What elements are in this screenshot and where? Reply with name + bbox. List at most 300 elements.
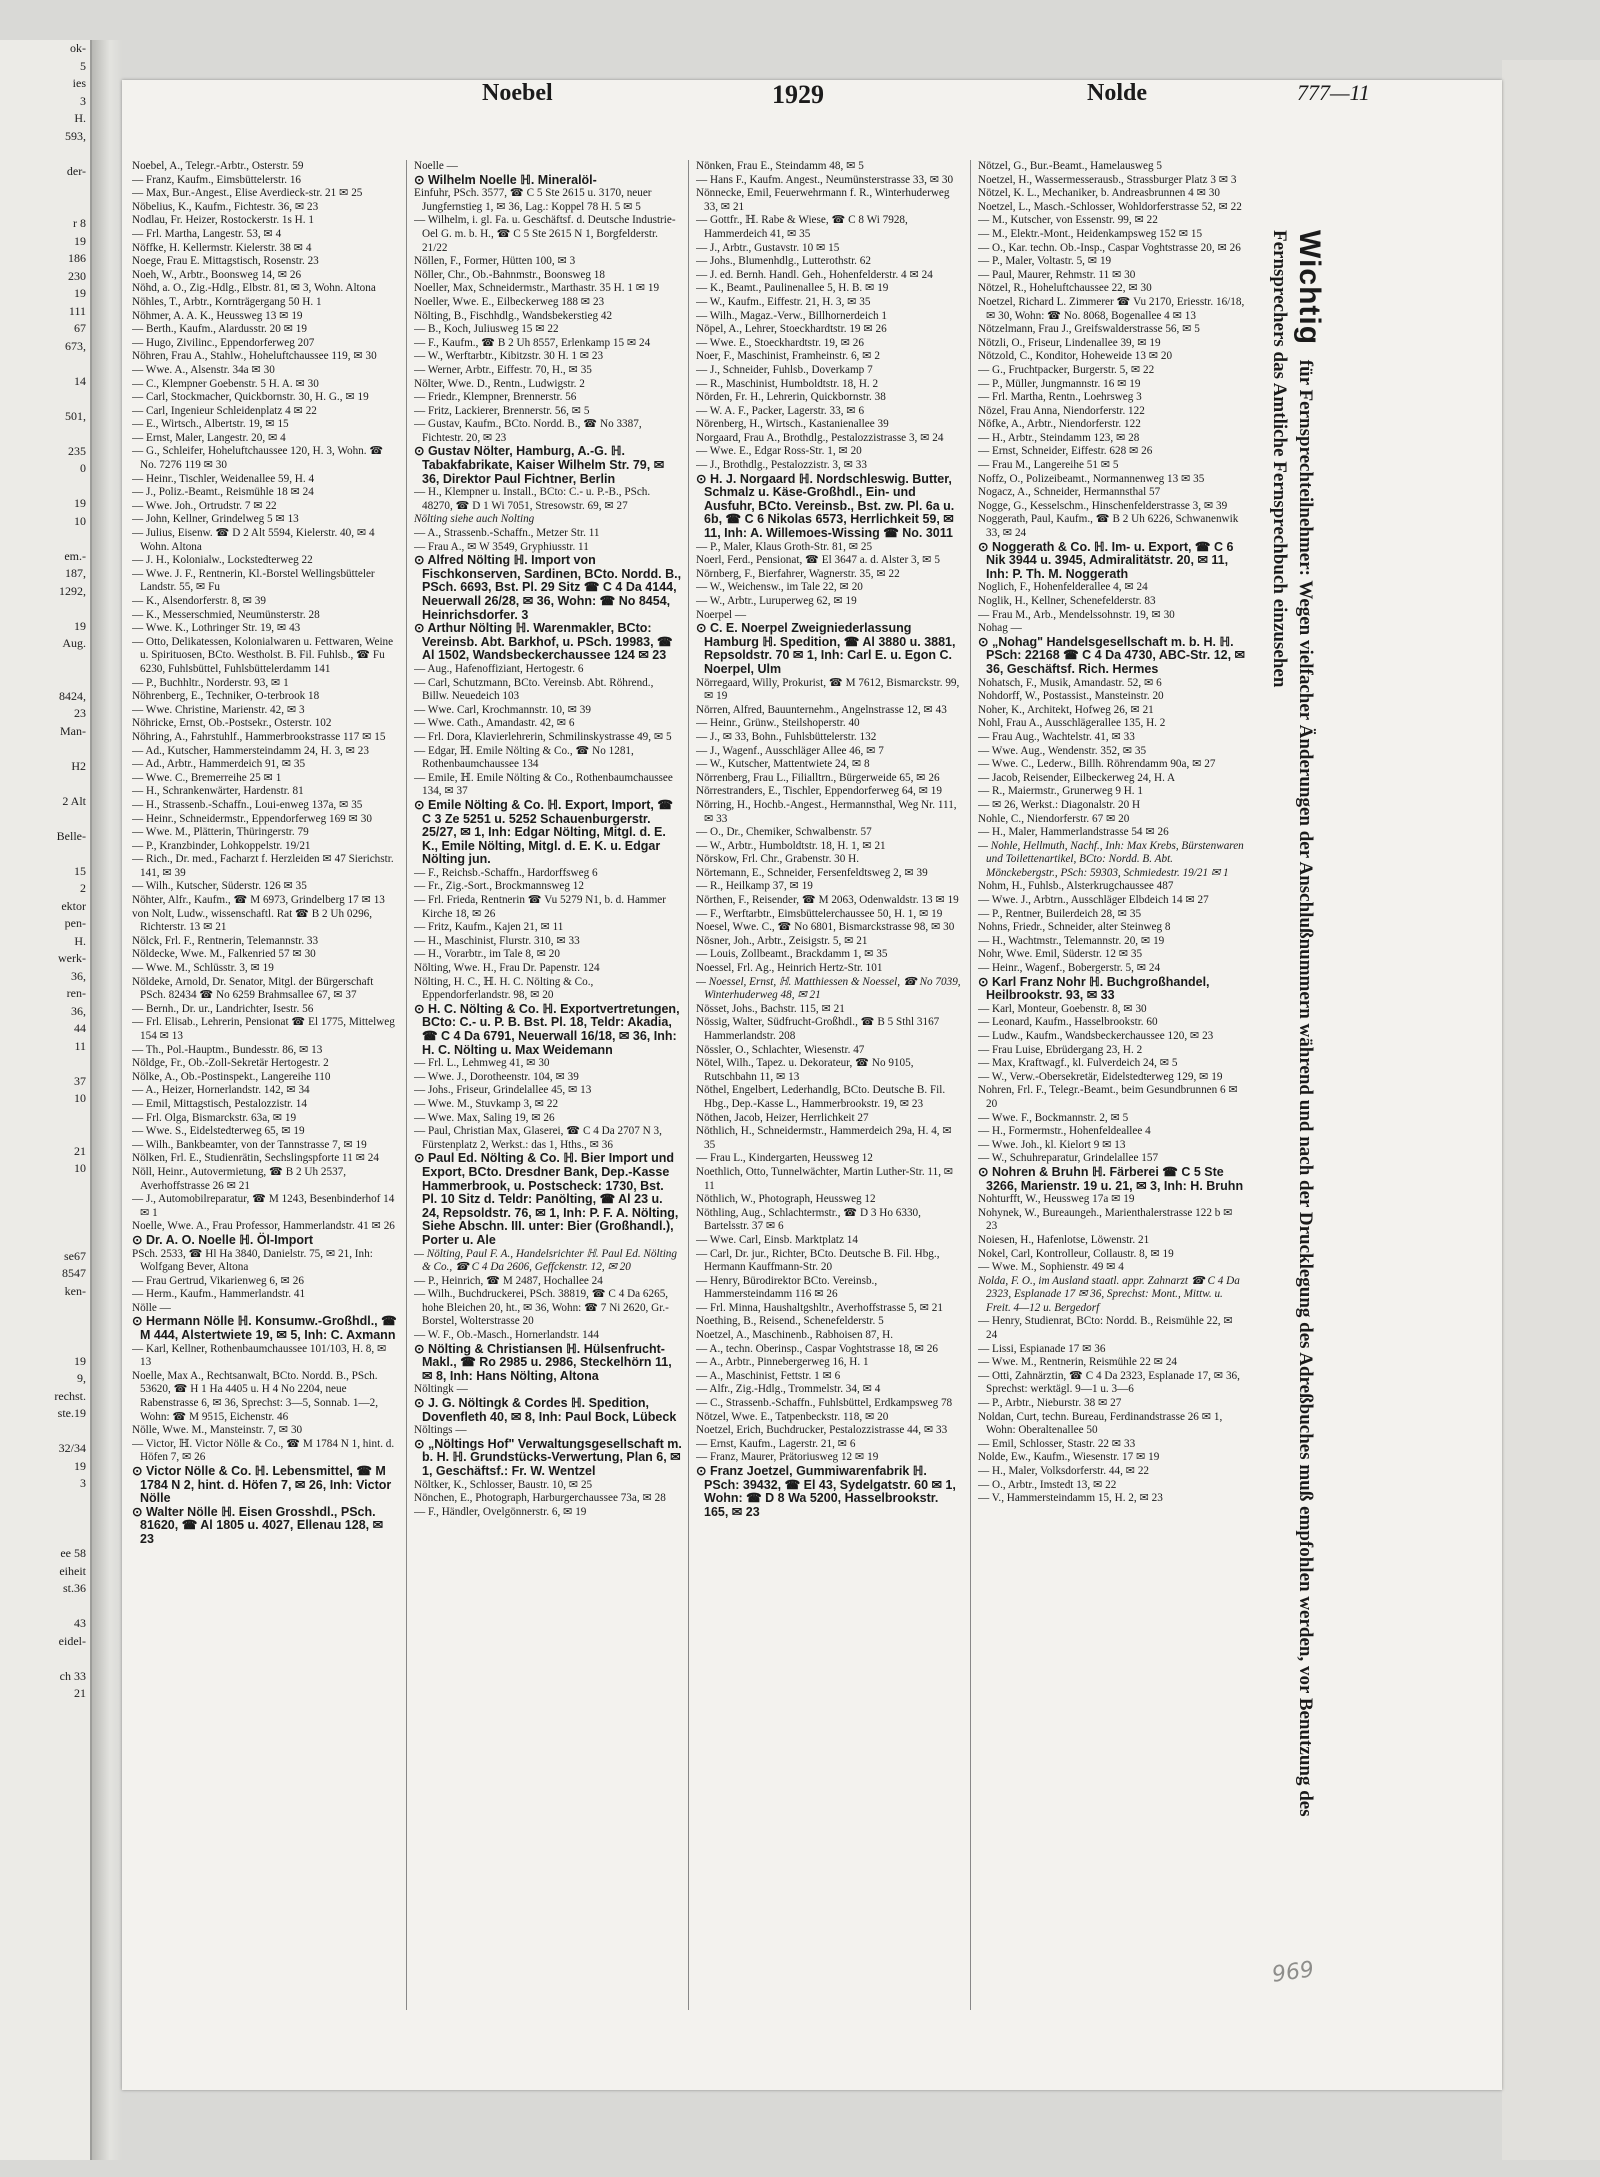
directory-entry: — Wwe. F., Bockmannstr. 2, ✉ 5 (978, 1111, 1129, 1124)
previous-page-fragment (0, 1108, 90, 1126)
directory-entry: — R., Heilkamp 37, ✉ 19 (696, 880, 813, 893)
header-page-number: 777—11 (1297, 80, 1370, 105)
directory-entry: von Nolt, Ludw., wissenschaftl. Rat ☎ B 2 Uh 0296, Richterstr. 13 ✉ 21 (132, 907, 373, 934)
firm-entry: ⊙ „Nöltings Hof" Verwaltungsgesellschaft m. b. H. ℍ. Grundstücks-Verwertung, Plan 6, ✉ 1, Geschäftsf.: Fr. W. Wentzel (414, 1436, 682, 1478)
previous-page-fragment: 10 (74, 513, 86, 528)
directory-entry: — Frl. L., Lehmweg 41, ✉ 30 (414, 1057, 550, 1070)
directory-entry: Nötzold, C., Konditor, Hoheweide 13 ✉ 20 (978, 350, 1173, 363)
previous-page-fragment (0, 530, 90, 548)
directory-entry: Nötel, Wilh., Tapez. u. Dekorateur, ☎ No 9105, Rutschbahn 11, ✉ 13 (696, 1057, 914, 1083)
directory-entry: Noelle, Wwe. A., Frau Professor, Hammerlandstr. 41 ✉ 26 (132, 1220, 395, 1233)
directory-entry: Noelle — (414, 160, 458, 172)
previous-page-fragment: 67 (74, 321, 86, 335)
directory-entry: — J., Poliz.-Beamt., Reismühle 18 ✉ 24 (132, 486, 314, 499)
directory-entry: — Hans F., Kaufm. Angest., Neumünsterstrasse 33, ✉ 30 (696, 173, 954, 186)
previous-page-fragment (0, 1510, 90, 1528)
directory-entry: — K., Beamt., Paulinenallee 5, H. B. ✉ 19 (696, 282, 889, 295)
previous-page-fragment: 19 (74, 1458, 86, 1473)
directory-entry: — Wilh., Kutscher, Süderstr. 126 ✉ 35 (132, 880, 307, 893)
directory-entry: Nöthel, Engelbert, Lederhandlg, BCto. Deutsche B. Fil. Hbg., Dep.-Kasse L., Hammerbrookstr. 19, ✉ 23 (696, 1084, 946, 1110)
directory-entry: — Wwe. Carl, Einsb. Marktplatz 14 (696, 1233, 858, 1246)
directory-entry: — J., Automobilreparatur, ☎ M 1243, Besenbinderhof 14 ✉ 1 (132, 1193, 395, 1219)
directory-entry: — Jacob, Reisender, Eilbeckerweg 24, H. A (978, 771, 1176, 784)
directory-entry: Noeller, Max, Schneidermstr., Marthastr. 35 H. 1 ✉ 19 (414, 282, 660, 295)
directory-entry: — Frau Gertrud, Vikarienweg 6, ✉ 26 (132, 1274, 304, 1287)
previous-page-fragment: 5 (80, 58, 86, 73)
directory-entry: — Rich., Dr. med., Facharzt f. Herzleiden ✉ 47 Sierichstr. 141, ✉ 39 (132, 853, 394, 879)
previous-page-fragment: 230 (68, 268, 86, 283)
directory-entry: — Wwe. Joh., Ortrudstr. 7 ✉ 22 (132, 499, 277, 512)
directory-entry: — Aug., Hafenoffiziant, Hertogestr. 6 (414, 662, 584, 675)
directory-entry: Nötzel, R., Hoheluftchaussee 22, ✉ 30 (978, 282, 1152, 295)
directory-entry: — B., Koch, Juliusweg 15 ✉ 22 (414, 323, 559, 336)
directory-entry: — F., Reichsb.-Schaffn., Hardorffsweg 6 (414, 866, 598, 879)
directory-entry: — H., Maler, Hammerlandstrasse 54 ✉ 26 (978, 826, 1169, 839)
directory-entry: — W., Verw.-Obersekretär, Eidelstedterweg 129, ✉ 19 (978, 1070, 1223, 1083)
firm-entry: ⊙ Franz Joetzel, Gummiwarenfabrik ℍ. PSch: 39432, ☎ El 43, Sydelgatstr. 60 ✉ 1, Wohn: ☎ D 8 Wa 5200, Hasselbrookstr. 165, ✉ 23 (696, 1464, 956, 1519)
directory-entry: — H., Formermstr., Hohenfeldeallee 4 (978, 1125, 1151, 1138)
directory-entry: — J., Wagenf., Ausschläger Allee 46, ✉ 7 (696, 744, 884, 757)
directory-entry: — O., Kar. techn. Ob.-Insp., Caspar Voghtstrasse 20, ✉ 26 (978, 241, 1241, 254)
directory-entry: Noetzel, H., Wassermesserausb., Strassburger Platz 3 ✉ 3 (978, 173, 1237, 186)
directory-entry: Nohren, Frl. F., Telegr.-Beamt., beim Gesundbrunnen 6 ✉ 20 (978, 1084, 1238, 1110)
directory-entry: — M., Elektr.-Mont., Heidenkampsweg 152 ✉ 15 (978, 227, 1203, 240)
page-gutter (92, 40, 122, 2160)
directory-entry: Nöhrenberg, E., Techniker, O-terbrook 18 (132, 690, 320, 703)
directory-entry: — Friedr., Klempner, Brennerstr. 56 (414, 391, 577, 404)
directory-entry: — C., Klempner Goebenstr. 5 H. A. ✉ 30 (132, 377, 319, 390)
previous-page-fragment: 19 (74, 496, 86, 510)
directory-entry: — Emil, Mittagstisch, Pestalozzistr. 14 (132, 1097, 307, 1110)
firm-entry: ⊙ Walter Nölle ℍ. Eisen Grosshdl., PSch. 81620, ☎ Al 1805 u. 4027, Ellenau 128, ✉ 23 (132, 1504, 384, 1546)
previous-page-fragment: 1292, (59, 583, 86, 598)
directory-entry: Nöldecke, Wwe. M., Falkenried 57 ✉ 30 (132, 948, 316, 961)
firm-entry: ⊙ „Nohag" Handelsgesellschaft m. b. H. ℍ. PSch: 22168 ☎ C 4 Da 4730, ABC-Str. 12, ✉ 36, Geschäftsf. Rich. Hermes (978, 634, 1246, 676)
directory-entry: — Wwe. Cath., Amandastr. 42, ✉ 6 (414, 717, 575, 730)
directory-entry: — E., Wirtsch., Albertstr. 19, ✉ 15 (132, 418, 289, 431)
directory-entry: Nolde, Ew., Kaufm., Wiesenstr. 17 ✉ 19 (978, 1451, 1160, 1464)
previous-page-fragment: 673, (65, 338, 86, 353)
previous-page-fragment: 187, (65, 566, 86, 580)
directory-entry: — Julius, Eisenw. ☎ D 2 Alt 5594, Kielerstr. 40, ✉ 4 Wohn. Altona (132, 527, 375, 553)
directory-entry: — Bernh., Dr. ur., Landrichter, Isestr. 56 (132, 1002, 314, 1015)
previous-page-strip (0, 40, 92, 2160)
directory-entry: Nöldge, Fr., Ob.-Zoll-Sekretär Hertogestr. 2 (132, 1057, 329, 1070)
directory-entry: — R., Maschinist, Humboldtstr. 18, H. 2 (696, 377, 879, 390)
directory-entry: — H., Schrankenwärter, Hardenstr. 81 (132, 785, 304, 798)
directory-entry: — Ad., Arbtr., Hammerdeich 91, ✉ 35 (132, 758, 306, 771)
directory-entry: — Wwe. J., Dorotheenstr. 104, ✉ 39 (414, 1070, 579, 1083)
directory-entry: — W., Werftarbtr., Kibitzstr. 30 H. 1 ✉ 23 (414, 350, 604, 363)
directory-entry: — W. A. F., Packer, Lagerstr. 33, ✉ 6 (696, 404, 865, 417)
previous-page-fragment: 11 (74, 1038, 86, 1053)
previous-page-fragment: 36, (71, 1003, 86, 1018)
directory-entry: — W. F., Ob.-Masch., Hornerlandstr. 144 (414, 1329, 599, 1342)
directory-entry: Nöltings — (414, 1424, 467, 1437)
directory-entry: — J., ✉ 33, Bohn., Fuhlsbüttelerstr. 132 (696, 730, 877, 743)
entries-column-3 (696, 160, 964, 2020)
previous-page-fragment (0, 1335, 90, 1353)
directory-entry: — Nohle, Hellmuth, Nachf., Inh: Max Krebs, Bürstenwaren und Toilettenartikel, BCto: Nordd. B. Abt. Mönckebergstr., PSch: 59303, Schmiedestr. 19/21 ✉ 1 (978, 839, 1244, 879)
directory-entry: Noethlich, Otto, Tunnelwächter, Martin Luther-Str. 11, ✉ 11 (696, 1165, 954, 1192)
firm-entry: ⊙ H. C. Nölting & Co. ℍ. Exportvertretungen, BCto: C.- u. P. B. Bst. Pl. 18, Teldr: Akadia, ☎ C 4 Da 6791, Neuerwall 16/18, ✉ 36, Inh: H. C. Nölting u. Max Weidemann (414, 1001, 680, 1057)
directory-entry: — G., Schleifer, Hoheluftchaussee 120, H. 3, Wohn. ☎ No. 7276 119 ✉ 30 (132, 445, 384, 472)
directory-entry: Nötzli, O., Friseur, Lindenallee 39, ✉ 19 (978, 336, 1161, 349)
directory-entry: Nönnecke, Emil, Feuerwehrmann f. R., Winterhuderweg 33, ✉ 21 (696, 187, 950, 213)
directory-entry: — Wwe. C., Lederw., Billh. Röhrendamm 90a, ✉ 27 (978, 758, 1216, 771)
previous-page-fragment: 37 (74, 1073, 86, 1088)
directory-entry: Nogacz, A., Schneider, Hermannsthal 57 (978, 486, 1161, 499)
directory-entry: — P., Maler, Klaus Groth-Str. 81, ✉ 25 (696, 540, 873, 553)
directory-entry: Nösner, Joh., Arbtr., Zeisigstr. 5, ✉ 21 (696, 934, 868, 947)
directory-entry: Nölting siehe auch Nolting (414, 513, 535, 526)
directory-entry: — J., Schneider, Fuhlsb., Doverkamp 7 (696, 363, 873, 376)
directory-entry: — Wwe. Christine, Marienstr. 42, ✉ 3 (132, 703, 305, 716)
firm-entry: ⊙ Karl Franz Nohr ℍ. Buchgroßhandel, Heilbrookstr. 93, ✉ 33 (978, 974, 1210, 1003)
directory-entry: — Werner, Arbtr., Eiffestr. 70, H., ✉ 35 (414, 363, 592, 376)
directory-entry: — Otto, Delikatessen, Kolonialwaren u. Fettwaren, Weine u. Spirituosen, BCto. Westholst. B. Fil. Fuhlsb., ☎ Fu 6230, Fuhlsbüttel, Fuhlsbüttelerdamm 141 (132, 635, 394, 675)
directory-entry: — A., Maschinist, Fettstr. 1 ✉ 6 (696, 1369, 841, 1382)
directory-entry: Nönchen, E., Photograph, Harburgerchaussee 73a, ✉ 28 (414, 1492, 666, 1505)
directory-entry: Nötzel, K. L., Mechaniker, b. Andreasbrunnen 4 ✉ 30 (978, 187, 1220, 200)
previous-page-fragment: 19 (74, 286, 86, 300)
directory-entry: Noetzel, Erich, Buchdrucker, Pestalozzistrasse 44, ✉ 33 (696, 1424, 948, 1437)
directory-entry: Nohle, C., Niendorferstr. 67 ✉ 20 (978, 812, 1130, 825)
directory-entry: — V., Hammersteindamm 15, H. 2, ✉ 23 (978, 1492, 1163, 1505)
previous-page-fragment: ektor (61, 898, 86, 913)
directory-entry: — Emile, ℍ. Emile Nölting & Co., Rothenbaumchaussee 134, ✉ 37 (414, 771, 673, 798)
directory-entry: PSch. 2533, ☎ Hl Ha 3840, Danielstr. 75, ✉ 21, Inh: Wolfgang Bever, Altona (132, 1247, 373, 1274)
directory-entry: Nöthlich, H., Schneidermstr., Hammerdeich 29a, H. 4, ✉ 35 (696, 1125, 952, 1151)
directory-entry: Noffz, O., Polizeibeamt., Normannenweg 13 ✉ 35 (978, 472, 1205, 485)
directory-entry: — Berth., Kaufm., Alardusstr. 20 ✉ 19 (132, 323, 307, 336)
previous-page-fragment: werk- (58, 951, 86, 965)
directory-entry: — Wwe. M., Stuvkamp 3, ✉ 22 (414, 1097, 559, 1110)
directory-entry: — Frl. Frieda, Rentnerin ☎ Vu 5279 N1, b. d. Hammer Kirche 18, ✉ 26 (414, 894, 667, 920)
previous-page-fragment: 8424, (59, 688, 86, 703)
previous-page-fragment (0, 478, 90, 496)
directory-entry: — Frl. Olga, Bismarckstr. 63a, ✉ 19 (132, 1111, 297, 1124)
directory-entry: Nörregaard, Willy, Prokurist, ☎ M 7612, Bismarckstr. 99, ✉ 19 (696, 676, 960, 703)
directory-entry: Nöllen, F., Former, Hütten 100, ✉ 3 (414, 255, 576, 268)
entries-column-1 (132, 160, 400, 2020)
directory-entry: Nözel, Frau Anna, Niendorferstr. 122 (978, 404, 1145, 417)
previous-page-fragment: der- (66, 163, 86, 178)
directory-entry: — Victor, ℍ. Victor Nölle & Co., ☎ M 1784 N 1, hint. d. Höfen 7, ✉ 26 (132, 1437, 395, 1464)
directory-entry: Nohr, Wwe. Emil, Süderstr. 12 ✉ 35 (978, 948, 1143, 961)
directory-entry: — Ernst, Maler, Langestr. 20, ✉ 4 (132, 431, 286, 444)
directory-entry: — Wwe. Joh., kl. Kielort 9 ✉ 13 (978, 1138, 1126, 1151)
directory-entry: — Emil, Schlosser, Stastr. 22 ✉ 33 (978, 1437, 1136, 1450)
directory-entry: — Karl, Kellner, Rothenbaumchaussee 101/103, H. 8, ✉ 13 (132, 1342, 387, 1369)
directory-entry: — ✉ 26, Werkst.: Diagonalstr. 20 H (978, 798, 1141, 811)
directory-entry: Noetzel, L., Masch.-Schlosser, Wohldorferstrasse 52, ✉ 22 (978, 200, 1242, 213)
directory-entry: — Johs., Blumenhdlg., Lutterothstr. 62 (696, 255, 871, 268)
previous-page-fragment: 501, (65, 408, 86, 423)
previous-page-fragment: ken- (64, 1283, 86, 1298)
directory-entry: Nörden, Fr. H., Lehrerin, Quickbornstr. 38 (696, 391, 886, 404)
directory-entry: Noelle, Max A., Rechtsanwalt, BCto. Nordd. B., PSch. 53620, ☎ H 1 Ha 4405 u. H 4 No 2204, neue Rabenstrasse 6, ✉ 36, Sprechst: 3—5, Sonnab. 1—2, Wohn: ☎ M 9515, Eichenstr. 46 (132, 1369, 379, 1423)
previous-page-fragment (0, 1125, 90, 1143)
directory-entry: — H., Arbtr., Steindamm 123, ✉ 28 (978, 431, 1140, 444)
previous-page-fragment: 32/34 (58, 1441, 86, 1455)
directory-entry: — Henry, Studienrat, BCto: Nordd. B., Reismühle 22, ✉ 24 (978, 1315, 1233, 1342)
previous-page-fragment: 19 (74, 1353, 86, 1368)
directory-entry: — Heinr., Tischler, Weidenallee 59, H. 4 (132, 472, 315, 485)
directory-entry: — Wwe. M., Sophienstr. 49 ✉ 4 (978, 1261, 1124, 1274)
directory-entry: Nölke, A., Ob.-Postinspekt., Langereihe 110 (132, 1070, 331, 1083)
previous-page-fragment: 14 (74, 373, 86, 388)
firm-entry: ⊙ Victor Nölle & Co. ℍ. Lebensmittel, ☎ M 1784 N 2, hint. d. Höfen 7, ✉ 26, Inh: Victor Nölle (132, 1464, 392, 1506)
directory-entry: — Th., Pol.-Hauptm., Bundesstr. 86, ✉ 13 (132, 1043, 323, 1056)
directory-entry: — H., Maler, Volksdorferstr. 44, ✉ 22 (978, 1465, 1150, 1477)
previous-page-fragment (0, 1055, 90, 1073)
directory-entry: — Wwe. C., Bremerreihe 25 ✉ 1 (132, 771, 282, 784)
directory-entry: — H., Maschinist, Flurstr. 310, ✉ 33 (414, 934, 580, 947)
previous-page-fragment (0, 653, 90, 671)
directory-entry: — Carl, Dr. jur., Richter, BCto. Deutsche B. Fil. Hbg., Hermann Kauffmann-Str. 20 (696, 1247, 940, 1274)
directory-entry: — A., techn. Oberinsp., Caspar Voghtstrasse 18, ✉ 26 (696, 1342, 939, 1355)
previous-page-fragment: ies (72, 76, 86, 90)
directory-entry: — Frau Luise, Ebrüdergang 23, H. 2 (978, 1043, 1143, 1056)
directory-entry: — Wwe. M., Schlüsstr. 3, ✉ 19 (132, 962, 274, 975)
directory-entry: Nöpel, A., Lehrer, Stoeckhardtstr. 19 ✉ 26 (696, 323, 887, 336)
previous-page-fragment: pen- (64, 916, 86, 930)
directory-entry: Nölle — (132, 1301, 171, 1314)
directory-entry: — Wilh., Buchdruckerei, PSch. 38819, ☎ C 4 Da 6265, hohe Bleichen 20, ht., ✉ 36, Wohn: ☎ 7 Ni 2620, Gr.-Borstel, Wolterstrasse 20 (414, 1288, 669, 1328)
firm-entry: ⊙ Alfred Nölting ℍ. Import von Fischkonserven, Sardinen, BCto. Nordd. B., PSch. 6693, Bst. Pl. 29 Sitz ☎ C 4 Da 4144, Neuerwall 26/28, ✉ 36, Wohn: ☎ No 8454, Heinrichsdorfer. 3 (414, 553, 682, 622)
directory-entry: — G., Fruchtpacker, Burgerstr. 5, ✉ 22 (978, 363, 1155, 376)
directory-entry: — Frl. Elisab., Lehrerin, Pensionat ☎ El 1775, Mittelweg 154 ✉ 13 (132, 1016, 395, 1042)
directory-entry: — Franz, Kaufm., Eimsbüttelerstr. 16 (132, 173, 302, 186)
directory-entry: Nötzel, Wwe. E., Tatpenbeckstr. 118, ✉ 20 (696, 1410, 889, 1423)
directory-entry: — Edgar, ℍ. Emile Nölting & Co., ☎ No 1281, Rothenbaumchaussee 134 (414, 744, 634, 771)
directory-entry: Nohm, H., Fuhlsb., Alsterkrugchaussee 487 (978, 880, 1174, 893)
directory-entry: — J., Arbtr., Gustavstr. 10 ✉ 15 (696, 241, 840, 254)
previous-page-fragment (0, 1528, 90, 1546)
directory-entry: Nönken, Frau E., Steindamm 48, ✉ 5 (696, 160, 864, 172)
directory-entry: — W., Arbtr., Luruperweg 62, ✉ 19 (696, 595, 857, 607)
previous-page-fragment: 36, (71, 968, 86, 983)
directory-entry: — Wwe. M., Rentnerin, Reismühle 22 ✉ 24 (978, 1356, 1178, 1369)
directory-entry: Nötzel, G., Bur.-Beamt., Hamelausweg 5 (978, 160, 1162, 172)
directory-entry: Nöfke, A., Arbtr., Niendorferstr. 122 (978, 418, 1141, 431)
directory-entry: Nöltker, K., Schlosser, Baustr. 10, ✉ 25 (414, 1478, 593, 1491)
directory-entry: — P., Kranzbinder, Lohkoppelstr. 19/21 (132, 839, 311, 852)
firm-entry: ⊙ C. E. Noerpel Zweigniederlassung Hamburg ℍ. Spedition, ☎ Al 3880 u. 3881, Repsoldstr. 70 ✉ 1, Inh: Carl E. u. Egon C. Noerpel, Ulm (696, 621, 956, 676)
previous-page-fragment: 3 (80, 1476, 86, 1490)
directory-entry: Noetzel, A., Maschinenb., Rabhoisen 87, H. (696, 1329, 893, 1342)
directory-entry: Nösset, Johs., Bachstr. 115, ✉ 21 (696, 1002, 845, 1015)
previous-page-fragment: ste.19 (57, 1406, 86, 1420)
previous-page-fragment: 21 (74, 1686, 86, 1700)
directory-entry: Nöhren, Frau A., Stahlw., Hoheluftchaussee 119, ✉ 30 (132, 350, 377, 363)
directory-entry: Nölle, Wwe. M., Mansteinstr. 7, ✉ 30 (132, 1424, 303, 1437)
directory-entry: — Otti, Zahnärztin, ☎ C 4 Da 2323, Esplanade 17, ✉ 36, Sprechst: werktägl. 9—1 u. 3—6 (978, 1369, 1240, 1396)
firm-entry: ⊙ H. J. Norgaard ℍ. Nordschleswig. Butter, Schmalz u. Käse-Großhdl., Ein- und Ausfuhr, BCto. Vereinsb., Bst. zw. Pl. 6a u. 6b, ☎ C 6 Nikolas 6573, Herrlichkeit 59, ✉ 11, Inh: A. Willemoes-Wissing ☎ No. 3011 (696, 471, 955, 541)
directory-entry: — K., Messerschmied, Neumünsterstr. 28 (132, 608, 320, 621)
directory-entry: — A., Heizer, Hornerlandstr. 142, ✉ 34 (132, 1084, 310, 1097)
directory-entry: Noebel, A., Telegr.-Arbtr., Osterstr. 59 (132, 160, 304, 172)
previous-page-fragment: 10 (74, 1161, 86, 1175)
previous-page-fragment (0, 1178, 90, 1196)
directory-entry: — P., Müller, Jungmannstr. 16 ✉ 19 (978, 377, 1141, 390)
directory-entry: — K., Alsendorferstr. 8, ✉ 39 (132, 595, 266, 607)
column-divider (406, 160, 407, 2010)
directory-entry: Nöhter, Alfr., Kaufm., ☎ M 6973, Grindelberg 17 ✉ 13 (132, 894, 385, 907)
previous-page-fragment: 2 (80, 881, 86, 895)
previous-page-fragment (0, 1423, 90, 1441)
header-last-name: Nolde (1087, 80, 1147, 106)
directory-entry: — Wwe. Aug., Wendenstr. 352, ✉ 35 (978, 744, 1147, 757)
directory-entry: Nölken, Frl. E., Studienrätin, Sechslingspforte 11 ✉ 24 (132, 1152, 379, 1165)
directory-entry: Nörthen, F., Reisender, ☎ M 2063, Odenwaldstr. 13 ✉ 19 (696, 894, 959, 907)
directory-entry: — Frau L., Kindergarten, Heussweg 12 (696, 1152, 873, 1165)
directory-entry: — M., Kutscher, von Essenstr. 99, ✉ 22 (978, 214, 1158, 227)
previous-page-fragment: r 8 (73, 216, 86, 230)
directory-entry: — Frau M., Arb., Mendelssohnstr. 19, ✉ 30 (978, 608, 1175, 621)
directory-entry: — Herm., Kaufm., Hammerlandstr. 41 (132, 1288, 306, 1301)
previous-page-fragment: 111 (68, 303, 86, 318)
directory-entry: Nöller, Chr., Ob.-Bahnmstr., Boonsweg 18 (414, 268, 605, 281)
previous-page-fragment: 8547 (62, 1266, 86, 1280)
directory-entry: Noege, Frau E. Mittagstisch, Rosenstr. 23 (132, 255, 319, 268)
previous-page-fragment: H. (74, 111, 86, 125)
directory-entry: — Henry, Bürodirektor BCto. Vereinsb., Hammersteindamm 116 ✉ 26 (696, 1274, 878, 1301)
previous-page-fragment: 235 (68, 443, 86, 458)
firm-entry: ⊙ Nohren & Bruhn ℍ. Färberei ☎ C 5 Ste 3266, Marienstr. 19 u. 21, ✉ 3, Inh: H. Bruhn (978, 1164, 1244, 1193)
directory-entry: — A., Strassenb.-Schaffn., Metzer Str. 11 (414, 527, 600, 540)
column-divider (688, 160, 689, 2010)
previous-page-fragment (0, 1318, 90, 1336)
directory-entry: Noldan, Curt, techn. Bureau, Ferdinandstrasse 26 ✉ 1, Wohn: Oberaltenallee 50 (978, 1410, 1223, 1437)
directory-entry: — J. H., Kolonialw., Lockstedterweg 22 (132, 554, 313, 567)
directory-entry: Noggerath, Paul, Kaufm., ☎ B 2 Uh 6226, Schwanenwik 33, ✉ 24 (978, 513, 1239, 540)
directory-entry: — Wwe. E., Stoeckhardtstr. 19, ✉ 26 (696, 336, 864, 349)
previous-page-fragment: 186 (68, 251, 86, 265)
directory-entry: Nörenberg, H., Wirtsch., Kastanienallee 39 (696, 418, 889, 431)
previous-page-fragment: ee 58 (60, 1546, 86, 1560)
directory-entry: Nörrestranders, E., Tischler, Eppendorferweg 64, ✉ 19 (696, 785, 942, 798)
directory-entry: — Frau M., Langereihe 51 ✉ 5 (978, 459, 1119, 472)
directory-entry: — Gustav, Kaufm., BCto. Nordd. B., ☎ No 3387, Fichtestr. 20, ✉ 23 (414, 418, 642, 444)
directory-entry: — H., Klempner u. Install., BCto: C.- u. P.-B., PSch. 48270, ☎ D 1 Wi 7051, Stresowstr. 69, ✉ 27 (414, 486, 651, 512)
directory-entry: — J. ed. Bernh. Handl. Geh., Hohenfelderstr. 4 ✉ 24 (696, 268, 933, 281)
directory-entry: Noiesen, H., Hafenlotse, Löwenstr. 21 (978, 1233, 1150, 1246)
directory-entry: — Lissi, Espianade 17 ✉ 36 (978, 1342, 1106, 1355)
previous-page-fragment (0, 1493, 90, 1511)
previous-page-fragment: 19 (74, 618, 86, 633)
directory-entry: — Wilh., Magaz.-Verw., Billhornerdeich 1 (696, 309, 887, 322)
directory-entry: Noglik, H., Kellner, Schenefelderstr. 83 (978, 595, 1156, 607)
directory-entry: — Ernst, Schneider, Eiffestr. 628 ✉ 26 (978, 445, 1153, 458)
directory-entry: — W., Arbtr., Humboldtstr. 18, H. 1, ✉ 21 (696, 839, 886, 852)
previous-page-fragment: 10 (74, 1091, 86, 1105)
directory-entry: — Frau Aug., Wachtelstr. 41, ✉ 33 (978, 730, 1135, 743)
firm-entry: ⊙ Wilhelm Noelle ℍ. Mineralöl- (414, 172, 597, 187)
previous-page-fragment: Aug. (62, 636, 86, 650)
previous-page-fragment (0, 1300, 90, 1318)
important-notice-vertical (1252, 230, 1326, 1870)
previous-page-fragment: se67 (64, 1248, 86, 1263)
previous-page-fragment: 593, (65, 128, 86, 143)
directory-entry: — Carl, Stockmacher, Quickbornstr. 30, H. G., ✉ 19 (132, 391, 369, 404)
directory-entry: Nölting, Wwe. H., Frau Dr. Papenstr. 124 (414, 962, 600, 975)
pencil-mark: 969 (1270, 1957, 1316, 1988)
directory-entry: Noerpel — (696, 608, 747, 621)
directory-entry: Nöbelius, K., Kaufm., Fichtestr. 36, ✉ 23 (132, 200, 319, 213)
directory-entry: Nöhricke, Ernst, Ob.-Postsekr., Osterstr. 102 (132, 717, 332, 730)
directory-entry: Noglich, F., Hohenfelderallee 4, ✉ 24 (978, 581, 1148, 594)
directory-entry: Einfuhr, PSch. 3577, ☎ C 5 Ste 2615 u. 3170, neuer Jungfernstieg 1, ✉ 36, Lag.: Koppel 78 H. 5 ✉ 5 (414, 187, 652, 213)
directory-entry: Nöldeke, Arnold, Dr. Senator, Mitgl. der Bürgerschaft PSch. 82434 ☎ No 6259 Brahmsallee 67, ✉ 37 (132, 975, 374, 1002)
directory-entry: — Nölting, Paul F. A., Handelsrichter ℍ. Paul Ed. Nölting & Co., ☎ C 4 Da 2606, Geffckenstr. 12, ✉ 20 (414, 1247, 677, 1274)
directory-entry: — Frl. Minna, Haushaltgshltr., Averhoffstrasse 5, ✉ 21 (696, 1301, 943, 1314)
directory-entry: Nöthlich, W., Photograph, Heussweg 12 (696, 1193, 876, 1206)
directory-entry: — H., Wachtmstr., Telemannstr. 20, ✉ 19 (978, 934, 1165, 947)
directory-entry: — Max, Kraftwagf., kl. Fulverdeich 24, ✉ 5 (978, 1057, 1178, 1070)
directory-entry: — Wilh., Bankbeamter, von der Tannstrasse 7, ✉ 19 (132, 1138, 367, 1151)
directory-entry: — P., Maler, Voltastr. 5, ✉ 19 (978, 255, 1112, 268)
directory-entry: — A., Arbtr., Pinnebergerweg 16, H. 1 (696, 1356, 869, 1369)
directory-entry: — Alfr., Zig.-Hdlg., Trommelstr. 34, ✉ 4 (696, 1383, 881, 1396)
directory-entry: — Wwe. M., Plätterin, Thüringerstr. 79 (132, 826, 309, 839)
previous-page-fragment: Man- (60, 723, 86, 738)
directory-entry: — Wwe. Max, Saling 19, ✉ 26 (414, 1111, 555, 1124)
firm-entry: ⊙ Nölting & Christiansen ℍ. Hülsenfrucht-Makl., ☎ Ro 2985 u. 2986, Steckelhörn 11, ✉ 8, Inh: Hans Nölting, Altona (414, 1341, 672, 1383)
directory-entry: — Fr., Zig.-Sort., Brockmannsweg 12 (414, 880, 584, 893)
directory-entry: Nölting, H. C., ℍ. H. C. Nölting & Co., Eppendorferlandstr. 98, ✉ 20 (414, 975, 594, 1002)
directory-entry: — Frau A., ✉ W 3549, Gryphiusstr. 11 (414, 540, 589, 553)
directory-entry: — P., Rentner, Builerdeich 28, ✉ 35 (978, 907, 1142, 920)
previous-page-fragment: 2 Alt (62, 793, 86, 808)
previous-page-fragment (0, 1230, 90, 1248)
directory-entry: — Wwe. S., Eidelstedterweg 65, ✉ 19 (132, 1125, 305, 1138)
previous-page-fragment: st.36 (62, 1581, 86, 1595)
previous-page-fragment (0, 198, 90, 216)
directory-entry: — R., Maiermstr., Grunerweg 9 H. 1 (978, 785, 1143, 798)
entries-column-4 (978, 160, 1246, 2020)
directory-entry: — H., Strassenb.-Schaffn., Loui-enweg 137a, ✉ 35 (132, 798, 363, 811)
directory-entry: — Johs., Friseur, Grindelallee 45, ✉ 13 (414, 1084, 592, 1097)
directory-entry: Nörskow, Frl. Chr., Grabenstr. 30 H. (696, 853, 860, 866)
notice-title: Wichtig (1293, 230, 1326, 346)
directory-entry: Nohag — (978, 622, 1022, 635)
directory-entry: Nössler, O., Schlachter, Wiesenstr. 47 (696, 1043, 865, 1056)
directory-entry: Nohatsch, F., Musik, Amandastr. 52, ✉ 6 (978, 676, 1162, 689)
previous-page-fragment (0, 425, 90, 443)
directory-entry: Noesel, Wwe. C., ☎ No 6801, Bismarckstrasse 98, ✉ 30 (696, 921, 955, 934)
directory-entry: Nöthen, Jacob, Heizer, Herrlichkeit 27 (696, 1111, 869, 1124)
directory-entry: Nohdorff, W., Postassist., Mansteinstr. 20 (978, 690, 1164, 703)
directory-entry: Nölck, Frl. F., Rentnerin, Telemannstr. 33 (132, 934, 319, 947)
previous-page-fragment: ch 33 (59, 1668, 86, 1683)
directory-entry: Nörnberg, F., Bierfahrer, Wagnerstr. 35, ✉ 22 (696, 567, 900, 580)
previous-page-fragment: 9, (77, 1371, 86, 1385)
previous-page-fragment (0, 355, 90, 373)
directory-entry: — Wwe. A., Alsenstr. 34a ✉ 30 (132, 363, 275, 376)
previous-page-fragment (0, 775, 90, 793)
directory-entry: — W., Weichensw., im Tale 22, ✉ 20 (696, 581, 863, 594)
directory-entry: — Heinr., Grünw., Steilshoperstr. 40 (696, 717, 860, 730)
firm-entry: ⊙ Paul Ed. Nölting & Co. ℍ. Bier Import und Export, BCto. Dresdner Bank, Dep.-Kasse Hammerbrook, u. Postscheck: 1730, Bst. Pl. 10 Sitz d. Teldr: Panölting, ☎ Al 23 u. 24, Repsoldstr. 76, ✉ 1, Inh: P. F. A. Nölting, Siehe Abschn. III. unter: Bier (Großhandl.), Porter u. Ale (414, 1151, 679, 1247)
directory-entry: — W., Schuhreparatur, Grindelallee 157 (978, 1152, 1159, 1165)
previous-page-fragment: eiheit (59, 1563, 86, 1578)
previous-page-fragment (0, 670, 90, 688)
previous-page-fragment (0, 1650, 90, 1668)
directory-entry: Nolda, F. O., im Ausland staatl. appr. Zahnarzt ☎ C 4 Da 2323, Esplanade 17 ✉ 36, Sprechst: Mont., Mittw. u. Freit. 4—12 u. Bergedorf (978, 1274, 1240, 1314)
previous-page-fragment (0, 1195, 90, 1213)
